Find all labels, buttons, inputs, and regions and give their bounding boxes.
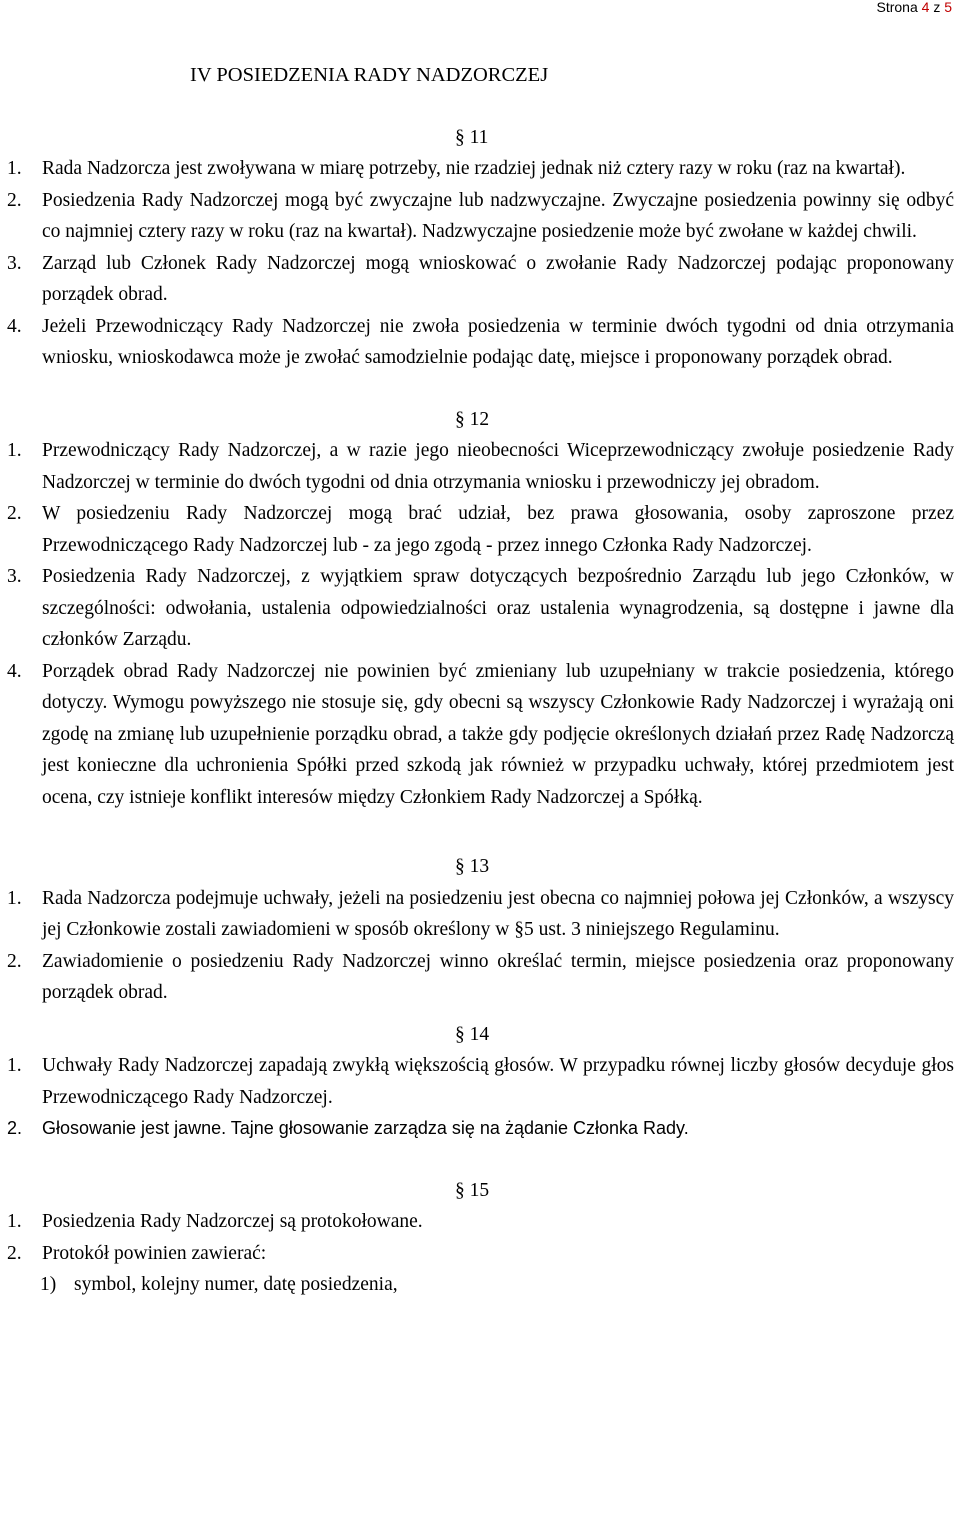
item-number: 2. xyxy=(7,950,22,972)
item-number: 1. xyxy=(7,158,22,179)
paragraph-item xyxy=(0,185,960,248)
item-text: Porządek obrad Rady Nadzorczej nie powinien być zmieniany lub uzupełniany w trakcie posiedzenia, którego dotyczy. Wymogu powyższego nie stosuje się, gdy obecni są wszyscy Członkowie Rady Nadzorczej i wyrażają oni zgodę na zmianę lub uzupełnienie porządku obrad, a także gdy podjęcie określonych działań przez Radę Nadzorczą jest konieczne dla uchronienia Spółki przed szkodą jak również w przypadku uchwały, której przedmiotem jest ocena, czy istnieje konflikt interesów między Członkiem Rady Nadzorczej a Spółką. xyxy=(42,660,954,808)
paragraph-item xyxy=(0,435,960,498)
paragraph-item xyxy=(0,1238,960,1270)
item-text: Zarząd lub Członek Rady Nadzorczej mogą wnioskować o zwołanie Rady Nadzorczej podając proponowany porządek obrad. xyxy=(42,252,954,305)
section-title: § 13 xyxy=(455,856,490,877)
item-number: 2. xyxy=(7,1118,23,1138)
item-number: 1. xyxy=(7,1211,22,1232)
item-text: Rada Nadzorcza jest zwoływana w miarę potrzeby, nie rzadziej jednak niż cztery razy w roku (raz na kwartał). xyxy=(42,158,906,179)
paragraph-item xyxy=(0,248,960,311)
item-text: Głosowanie jest jawne. Tajne głosowanie zarządza się na żądanie Członka Rady. xyxy=(42,1118,689,1138)
section-title: § 14 xyxy=(455,1023,490,1045)
item-text: Uchwały Rady Nadzorczej zapadają zwykłą większością głosów. W przypadku równej liczby głosów decyduje głos Przewodniczącego Rady Nadzorczej. xyxy=(42,1055,954,1108)
paragraph-item xyxy=(0,311,960,374)
chapter-title: IV POSIEDZENIA RADY NADZORCZEJ xyxy=(190,64,549,86)
paragraph-item xyxy=(0,1050,960,1113)
item-text: Protokół powinien zawierać: xyxy=(42,1242,267,1264)
item-text: Przewodniczący Rady Nadzorczej, a w razie jego nieobecności Wiceprzewodniczący zwołuje posiedzenie Rady Nadzorczej w terminie do dwóch tygodni od dnia otrzymania wniosku i przewodniczy jej obradom. xyxy=(42,440,954,493)
document-body xyxy=(0,60,960,1301)
section-title: § 15 xyxy=(455,1179,490,1201)
item-text: Posiedzenia Rady Nadzorczej są protokołowane. xyxy=(42,1211,423,1232)
paragraph-item xyxy=(0,561,960,656)
item-text: Posiedzenia Rady Nadzorczej, z wyjątkiem spraw dotyczących bezpośrednio Zarządu lub jego Członków, w szczególności: odwołania, ustalenia odpowiedzialności oraz ustalenia wynagrodzenia, są dostępne i jawne dla członków Zarządu. xyxy=(42,566,954,650)
paragraph-item xyxy=(0,1206,960,1238)
item-number: 4. xyxy=(7,315,22,337)
sub-list-item xyxy=(0,1269,960,1301)
page-counter: Strona 4 z 5 xyxy=(876,0,952,15)
sub-item-text: symbol, kolejny numer, datę posiedzenia, xyxy=(74,1274,398,1295)
item-number: 1. xyxy=(7,1055,22,1076)
item-number: 2. xyxy=(7,1242,22,1264)
item-text: W posiedzeniu Rady Nadzorczej mogą brać udział, bez prawa głosowania, osoby zaproszone przez Przewodniczącego Rady Nadzorczej lub - za jego zgodą - przez innego Członka Rady Nadzorczej. xyxy=(42,503,954,556)
item-number: 1. xyxy=(7,887,22,909)
item-number: 4. xyxy=(7,660,22,682)
item-number: 3. xyxy=(7,252,22,274)
item-number: 1. xyxy=(7,440,22,461)
item-number: 3. xyxy=(7,566,22,587)
section-title: § 12 xyxy=(455,408,490,430)
sub-item-number: 1) xyxy=(40,1274,57,1295)
paragraph-item xyxy=(0,946,960,1009)
item-text: Rada Nadzorcza podejmuje uchwały, jeżeli na posiedzeniu jest obecna co najmniej połowa jej Członków, a wszyscy jej Członkowie zostali zawiadomieni w sposób określony w §5 ust. 3 niniejszego Regulaminu. xyxy=(42,887,954,940)
item-text: Zawiadomienie o posiedzeniu Rady Nadzorczej winno określać termin, miejsce posiedzenia oraz proponowany porządek obrad. xyxy=(42,950,954,1003)
paragraph-item xyxy=(0,153,960,185)
item-text: Jeżeli Przewodniczący Rady Nadzorczej nie zwoła posiedzenia w terminie dwóch tygodni od dnia otrzymania wniosku, wnioskodawca może je zwołać samodzielnie podając datę, miejsce i proponowany porządek obrad. xyxy=(42,315,954,368)
paragraph-item xyxy=(0,883,960,946)
item-number: 2. xyxy=(7,503,22,524)
paragraph-item xyxy=(0,1113,960,1145)
section-title: § 11 xyxy=(455,126,489,148)
item-text: Posiedzenia Rady Nadzorczej mogą być zwyczajne lub nadzwyczajne. Zwyczajne posiedzenia powinny się odbyć co najmniej cztery razy w roku (raz na kwartał). Nadzwyczajne posiedzenie może być zwołane w każdej chwili. xyxy=(42,189,954,242)
paragraph-item xyxy=(0,656,960,814)
item-number: 2. xyxy=(7,189,22,211)
paragraph-item xyxy=(0,498,960,561)
